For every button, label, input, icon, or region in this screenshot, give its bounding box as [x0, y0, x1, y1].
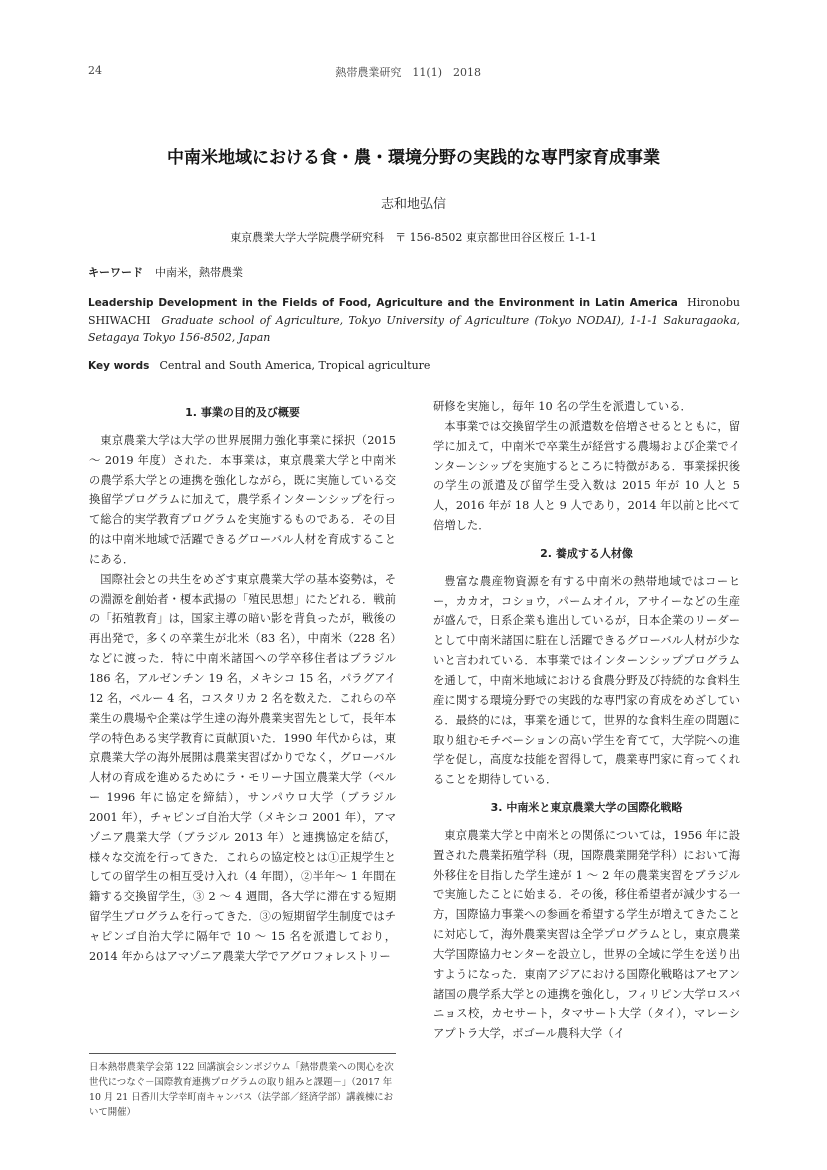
section-2-heading: 2. 養成する人材像	[540, 546, 633, 560]
section-1-paragraph-2: 国際社会との共生をめざす東京農業大学の基本姿勢は，その淵源を創始者・榎本武揚の「殖民思想」にたどれる．戦前の「拓殖教育」は，国家主導の暗い影を背負ったが，戦後の再出発で，多くの卒業生が北米（83 名），中南米（228 名）などに渡った．特に中南米諸国への学卒移住者はブラジル 186 名，アルゼンチン 19 名，メキシコ 15 名，パラグアイ 12 名，ペルー 4 名，コスタリカ 2 名を数えた．これらの卒業生の農場や企業は学生達の海外農業実習先として，長年本学の特色ある実学教育に貢献頂いた．1990 年代からは，東京農業大学の海外展開は農業実習ばかりでなく，グローバル人材の育成を進めるためにラ・モリーナ国立農業大学（ペルー 1996 年に協定を締結），サンパウロ大学（ブラジル 2001 年），チャピンゴ自治大学（メキシコ 2001 年），アマゾニア農業大学（ブラジル 2013 年）と連携協定を結び，様々な交流を行ってきた．これらの協定校とは①正規学生としての留学生の相互受け入れ（4 年間），②半年～ 1 年間在籍する交換留学生，③ 2 ～ 4 週間，各大学に滞在する短期留学生プログラムを行ってきた．③の短期留学生制度ではチャピンゴ自治大学に隔年で 10 ～ 15 名を派遣しており，2014 年からはアマゾニア農業大学でアグロフォレストリー	[89, 572, 396, 963]
keywords-ja-value: 中南米，熱帯農業	[155, 266, 243, 279]
section-1-paragraph-1: 東京農業大学は大学の世界展開力強化事業に採択（2015 ～ 2019 年度）された．本事業は，東京農業大学と中南米の農学系大学との連携を強化しながら，既に実施している交換留学プログラムに加えて，農学系インターンシップを行って総合的実学教育プログラムを実施するものである．その目的は中南米地域で活躍できるグローバル人材を育成することにある．	[89, 433, 396, 566]
english-abstract-header	[88, 294, 740, 346]
keywords-ja-label: キーワード	[88, 266, 143, 279]
section-1-paragraph-3: 本事業では交換留学生の派遣数を倍増させるとともに，留学に加えて，中南米で卒業生が経営する農場および企業でインターンシップを実施するところに特徴がある．事業採択後の学生の派遣及び留学生受入数は 2015 年が 10 人と 5 人，2016 年が 18 人と 9 人であり，2014 年以前と比べて倍増した．	[433, 419, 740, 533]
journal-header: 熱帯農業研究 11(1) 2018	[335, 66, 481, 79]
section-3-heading: 3. 中南米と東京農業大学の国際化戦略	[490, 801, 683, 815]
section-2-paragraph-1: 豊富な農産物資源を有する中南米の熱帯地域ではコーヒー，カカオ，コショウ，パームオイル，アサイーなどの生産が盛んで，日系企業も進出しているが，日本企業のリーダーとして中南米諸国に駐在し活躍できるグローバル人材が少ないと言われている．本事業ではインターンシッププログラムを通して，中南米地域における食農分野及び持続的な食料生産に関する環境分野での実践的な専門家の育成をめざしている．最終的には，事業を通じて，世界的な食料生産の問題に取り組むモチベーションの高い学生を育てて，大学院への進学を促し，高度な技能を習得して，農業専門家に育ってくれることを期待している．	[433, 574, 740, 787]
english-author: Hironobu SHIWACHI	[88, 296, 740, 327]
paper-title: 中南米地域における食・農・環境分野の実践的な専門家育成事業	[167, 148, 660, 168]
keywords-en-label: Key words	[88, 360, 150, 372]
section-3-paragraph-1: 東京農業大学と中南米との関係については，1956 年に設置された農業拓殖学科（現，国際農業開発学科）において海外移住を目指した学生達が 1 ～ 2 年の農業実習をブラジルで実施したことに始まる．その後，移住希望者が減少する一方，国際協力事業への参画を希望する学生が増えてきたことに対応して，海外農業実習は全学プログラムとし，東京農業大学国際協力センターを設立し，世界の全域に学生を送り出すようになった．東南アジアにおける国際化戦略はアセアン諸国の農学系大学との連携を強化し，フィリピン大学ロスバニョス校，カセサート，タマサート大学（タイ），マレーシアプトラ大学，ボゴール農科大学（イ	[433, 828, 740, 1041]
english-title: Leadership Development in the Fields of Food, Agriculture and the Environment in Latin America	[88, 297, 678, 309]
footnote-rule	[89, 1053, 396, 1054]
keywords-en	[88, 359, 430, 372]
left-column	[89, 403, 396, 967]
section-1-heading: 1. 事業の目的及び概要	[185, 406, 300, 419]
affiliation: 東京農業大学大学院農学研究科 〒 156-8502 東京都世田谷区桜丘 1-1-1	[230, 231, 597, 244]
page-number: 24	[88, 64, 102, 77]
section-1-paragraph-2-continued: 研修を実施し，毎年 10 名の学生を派遣している．	[433, 400, 692, 413]
footnote: 日本熱帯農業学会第 122 回講演会シンポジウム「熱帯農業への関心を次世代につなぐ－国際教育連携プログラムの取り組みと課題－」（2017 年 10 月 21 日香川大学幸町南キャンパス（法学部／経済学部）講義棟において開催）	[89, 1062, 394, 1118]
keywords-ja	[88, 264, 243, 280]
english-affiliation: Graduate school of Agriculture, Tokyo University of Agriculture (Tokyo NODAI), 1-1-1 Sakuragaoka, Setagaya Tokyo 156-8502, Japan	[88, 314, 741, 344]
right-column	[433, 397, 740, 1044]
keywords-en-value: Central and South America, Tropical agriculture	[159, 359, 431, 372]
author-name: 志和地弘信	[380, 197, 446, 212]
